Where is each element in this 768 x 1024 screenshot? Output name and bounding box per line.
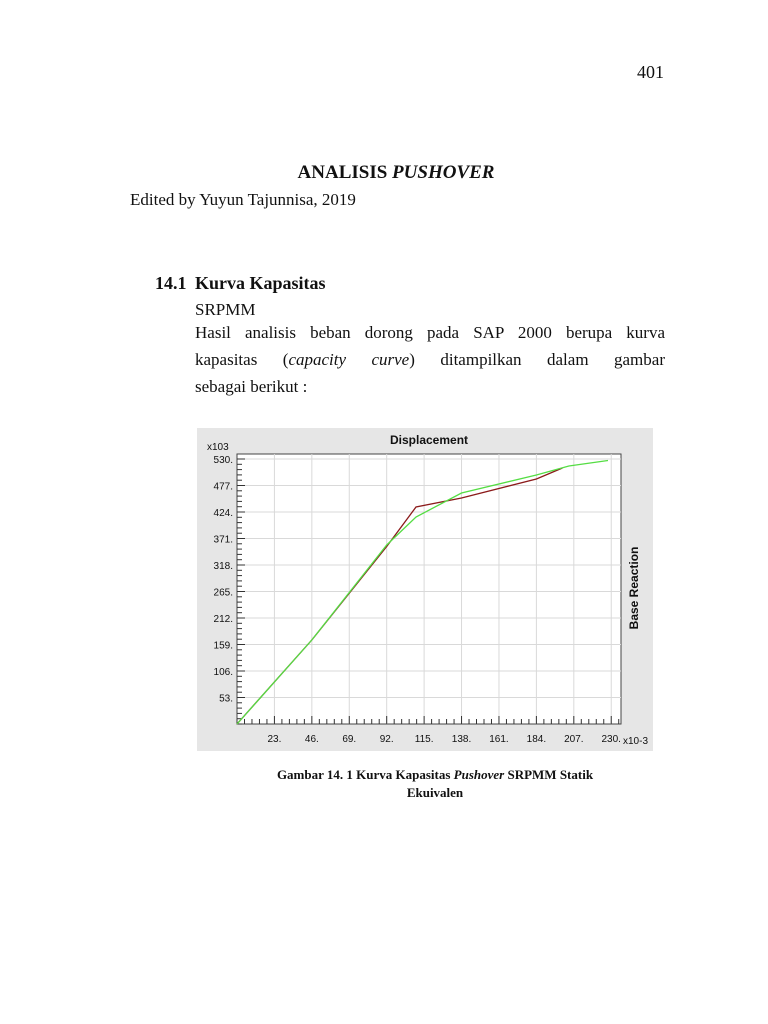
y-tick-label: 53. xyxy=(219,693,233,705)
x-tick-label: 46. xyxy=(304,734,319,745)
para-line-2 xyxy=(195,346,665,373)
section-number: 14.1 xyxy=(155,273,187,293)
title-italic: PUSHOVER xyxy=(392,162,495,183)
para-line-2-a: kapasitas ( xyxy=(195,350,289,369)
section-heading xyxy=(155,273,326,294)
y-axis-title: Base Reaction xyxy=(627,546,641,630)
caption-part-a: Gambar 14. 1 Kurva Kapasitas xyxy=(276,767,454,782)
figure-caption xyxy=(200,766,670,802)
x-multiplier-label: x10-3 xyxy=(623,736,649,747)
x-tick-label: 230. xyxy=(601,734,621,745)
y-tick-label: 530. xyxy=(213,455,233,466)
y-tick-label: 477. xyxy=(213,481,233,493)
chart-title: Displacement xyxy=(389,433,469,447)
x-tick-label: 115. xyxy=(414,734,434,745)
y-tick-label: 106. xyxy=(213,667,233,678)
y-tick-label: 159. xyxy=(213,640,233,652)
paragraph xyxy=(195,319,665,400)
caption-italic: Pushover xyxy=(453,767,505,782)
page-number: 401 xyxy=(637,62,664,82)
y-tick-label: 424. xyxy=(213,508,233,519)
subsection-title: SRPMM xyxy=(195,300,256,319)
y-tick-label: 265. xyxy=(213,587,233,599)
page-title xyxy=(0,162,768,184)
section-title: Kurva Kapasitas xyxy=(195,273,326,293)
para-line-2-italic: capacity curve xyxy=(288,350,410,369)
title-main: ANALISIS xyxy=(297,162,393,183)
caption-line-2: Ekuivalen xyxy=(406,785,464,800)
y-tick-label: 371. xyxy=(213,534,233,546)
plot-area xyxy=(237,454,621,724)
y-tick-label: 212. xyxy=(213,614,233,625)
chart-svg xyxy=(197,428,653,751)
para-line-1: Hasil analisis beban dorong pada SAP 2000 berupa kurva xyxy=(195,323,665,342)
x-tick-label: 161. xyxy=(489,734,509,745)
para-line-3: sebagai berikut : xyxy=(195,377,308,396)
edited-by: Edited by Yuyun Tajunnisa, 2019 xyxy=(130,190,356,209)
caption-part-b: SRPMM Statik xyxy=(504,767,594,782)
x-tick-label: 138. xyxy=(451,734,472,745)
x-tick-label: 207. xyxy=(564,734,584,745)
y-tick-label: 318. xyxy=(213,561,233,572)
para-line-2-b: ) ditampilkan dalam gambar xyxy=(409,350,665,369)
y-multiplier-label: x103 xyxy=(207,442,229,453)
x-tick-label: 92. xyxy=(379,734,394,745)
x-tick-label: 69. xyxy=(342,734,357,745)
x-tick-label: 23. xyxy=(267,734,282,745)
capacity-curve-chart xyxy=(197,428,653,751)
x-tick-label: 184. xyxy=(526,734,547,745)
